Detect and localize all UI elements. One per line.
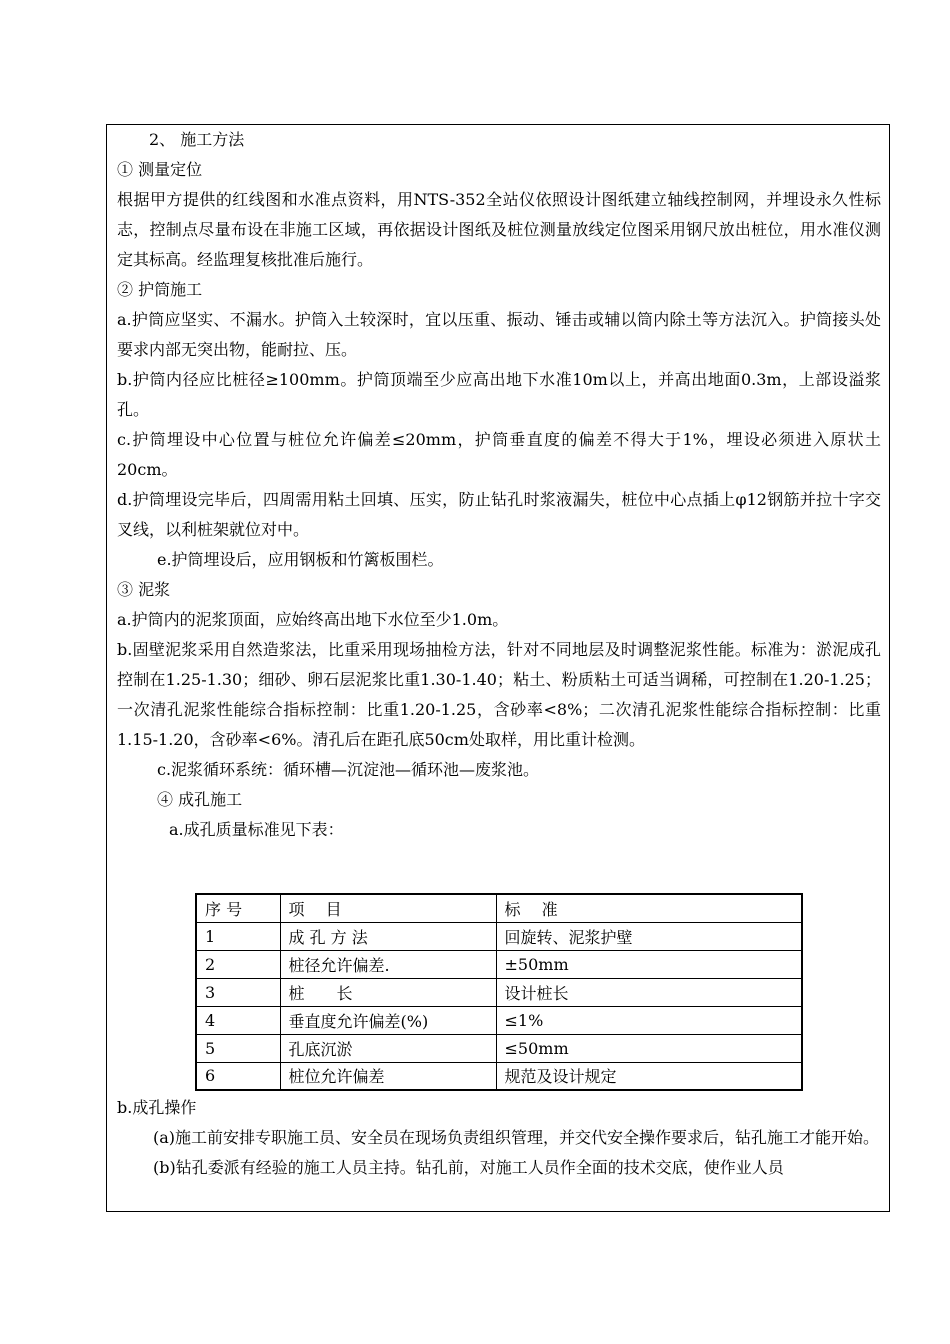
paragraph-casing-d: d.护筒埋设完毕后，四周需用粘土回填、压实，防止钻孔时浆液漏失，桩位中心点插上φ12钢筋并拉十字交叉线，以利桩架就位对中。 xyxy=(117,490,881,539)
heading-casing: ② 护筒施工 xyxy=(117,280,203,299)
quality-standard-table xyxy=(195,893,803,1091)
section-title: 2、 施工方法 xyxy=(149,130,245,149)
table-cell: 5 xyxy=(196,1034,280,1062)
table-cell: 设计桩长 xyxy=(496,978,802,1006)
table-cell: 3 xyxy=(196,978,280,1006)
table-cell: 4 xyxy=(196,1006,280,1034)
table-cell: 6 xyxy=(196,1062,280,1090)
table-row xyxy=(196,1062,802,1090)
paragraph-drilling-b2 xyxy=(117,1153,881,1183)
heading-slurry: ③ 泥浆 xyxy=(117,580,171,599)
table-cell: 规范及设计规定 xyxy=(496,1062,802,1090)
table-header-cell: 标 准 xyxy=(496,894,802,922)
paragraph-casing-e: e.护筒埋设后，应用钢板和竹篱板围栏。 xyxy=(157,550,444,569)
document-frame xyxy=(106,124,890,1212)
paragraph-drilling-b1 xyxy=(117,1123,881,1153)
paragraph-slurry-c: c.泥浆循环系统：循环槽—沉淀池—循环池—废浆池。 xyxy=(157,760,540,779)
table-cell: ≤50mm xyxy=(496,1034,802,1062)
paragraph-slurry-a: a.护筒内的泥浆顶面，应始终高出地下水位至少1.0m。 xyxy=(117,610,509,629)
paragraph-text: (a)施工前安排专职施工员、安全员在现场负责组织管理，并交代安全操作要求后，钻孔施工才能开始。 xyxy=(153,1128,880,1147)
table-header-cell: 序 号 xyxy=(196,894,280,922)
heading-drilling: ④ 成孔施工 xyxy=(157,790,243,809)
document-body xyxy=(117,125,881,845)
paragraph-survey: 根据甲方提供的红线图和水准点资料，用NTS-352全站仪依照设计图纸建立轴线控制网，并埋设永久性标志，控制点尽量布设在非施工区域，再依据设计图纸及桩位测量放线定位图采用钢尺放出桩位，用水准仪测定其标高。经监理复核批准后施行。 xyxy=(117,190,881,269)
table-cell: 1 xyxy=(196,922,280,950)
table-cell: 2 xyxy=(196,950,280,978)
paragraph-casing-a: a.护筒应坚实、不漏水。护筒入土较深时，宜以压重、振动、锤击或辅以筒内除土等方法沉入。护筒接头处要求内部无突出物，能耐拉、压。 xyxy=(117,310,881,359)
table-cell: 桩径允许偏差. xyxy=(280,950,496,978)
table-cell: 孔底沉淤 xyxy=(280,1034,496,1062)
paragraph-casing-b: b.护筒内径应比桩径≥100mm。护筒顶端至少应高出地下水准10m以上，并高出地面0.3m，上部设溢浆孔。 xyxy=(117,370,881,419)
heading-drilling-operation: b.成孔操作 xyxy=(117,1098,197,1117)
paragraph-slurry-b: b.固壁泥浆采用自然造浆法，比重采用现场抽检方法，针对不同地层及时调整泥浆性能。标准为：淤泥成孔控制在1.25-1.30；细砂、卵石层泥浆比重1.30-1.40；粘土、粉质粘土可适当调稀，可控制在1.20-1.25；一次清孔泥浆性能综合指标控制：比重1.20-1.25，含砂率<8%；二次清孔泥浆性能综合指标控制：比重1.15-1.20，含砂率<6%。清孔后在距孔底50cm处取样，用比重计检测。 xyxy=(117,640,881,749)
paragraph-casing-c: c.护筒埋设中心位置与桩位允许偏差≤20mm，护筒垂直度的偏差不得大于1%，埋设必须进入原状土20cm。 xyxy=(117,430,881,479)
table-row xyxy=(196,978,802,1006)
table-row xyxy=(196,950,802,978)
table-header-cell: 项 目 xyxy=(280,894,496,922)
drilling-operations xyxy=(117,1093,881,1183)
table-header-row xyxy=(196,894,802,922)
paragraph-drilling-a: a.成孔质量标准见下表： xyxy=(169,820,344,839)
heading-survey: ① 测量定位 xyxy=(117,160,203,179)
table-cell: 桩 长 xyxy=(280,978,496,1006)
table-cell: 成 孔 方 法 xyxy=(280,922,496,950)
table-cell: 垂直度允许偏差(%) xyxy=(280,1006,496,1034)
table-cell: ±50mm xyxy=(496,950,802,978)
table-cell: 桩位允许偏差 xyxy=(280,1062,496,1090)
table-row xyxy=(196,1006,802,1034)
table-row xyxy=(196,1034,802,1062)
table-row xyxy=(196,922,802,950)
table-cell: 回旋转、泥浆护壁 xyxy=(496,922,802,950)
table-cell: ≤1% xyxy=(496,1006,802,1034)
paragraph-text: (b)钻孔委派有经验的施工人员主持。钻孔前，对施工人员作全面的技术交底，使作业人员 xyxy=(153,1158,784,1177)
